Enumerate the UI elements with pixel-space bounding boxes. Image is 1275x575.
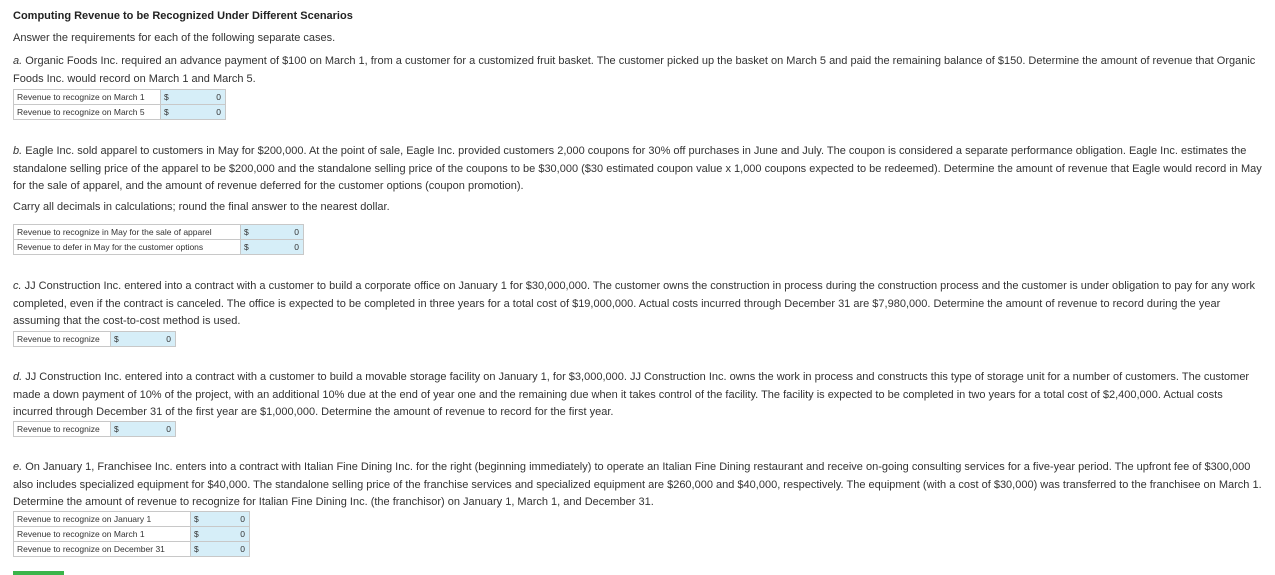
case-c-letter: c. [13,280,22,292]
table-row [14,332,176,347]
answer-label: Revenue to recognize [14,332,111,347]
case-e-letter: e. [13,461,23,473]
currency-symbol: $ [111,422,127,437]
case-a-text [13,53,1263,88]
case-c-description: JJ Construction Inc. entered into a contract with a customer to build a corporate office on January 1 for $30,000,000. The customer owns the construction in process during the construction process and the customer is under obligation to pay for any work completed, even if the contract is canceled. The office is expected to be completed in three years for a total cost of $19,000,000. Actual costs incurred through December 31 are $7,980,000. Determine the amount of revenue to record during the year assuming that the cost-to-cost method is used. [13,280,1256,327]
currency-symbol: $ [161,90,177,105]
answer-label: Revenue to recognize on March 1 [14,527,191,542]
answer-label: Revenue to recognize on January 1 [14,512,191,527]
case-a-march1-input[interactable]: 0 [176,90,226,105]
currency-symbol: $ [191,527,201,542]
table-row [14,105,226,120]
case-b-answer-table [13,224,304,255]
answer-label: Revenue to recognize on December 31 [14,542,191,557]
table-row [14,422,176,437]
case-a-answer-table [13,89,226,120]
case-d-revenue-input[interactable]: 0 [126,422,176,437]
case-b-description: Eagle Inc. sold apparel to customers in May for $200,000. At the point of sale, Eagle Inc. provided customers 2,000 coupons for 30% off purchases in June and July. The coupon is considered a separate performance obligation. Eagle Inc. estimates the standalone selling price of the apparel to be $200,000 and the standalone selling price of the coupons to be $30,000 ($30 estimated coupon value x 1,000 coupons expected to be redeemed). Determine the amount of revenue that Eagle would record in May for the sale of apparel, and the amount of revenue deferred for the customer options (coupon promotion). [13,145,1262,192]
table-row [14,527,250,542]
answer-label: Revenue to recognize on March 1 [14,90,161,105]
currency-symbol: $ [111,332,127,347]
answer-label: Revenue to defer in May for the customer options [14,240,241,255]
case-c-answer-table [13,331,176,347]
case-e-text [13,459,1263,512]
case-d-answer-table [13,421,176,437]
case-d-description: JJ Construction Inc. entered into a contract with a customer to build a movable storage facility on January 1, for $3,000,000. JJ Construction Inc. owns the work in process and constructs this type of storage unit for a number of customers. The customer made a down payment of 10% of the project, with an additional 10% due at the end of year one and the remaining due when it takes control of the facility. The facility is expected to be completed in two years for a total cost of $2,400,000. Actual costs incurred through December 31 of the first year are $1,000,000. Determine the amount of revenue to record for the first year. [13,371,1250,418]
green-progress-bar [13,571,64,575]
currency-symbol: $ [241,240,255,255]
answer-label: Revenue to recognize [14,422,111,437]
case-b-apparel-input[interactable]: 0 [254,225,304,240]
case-e-january1-input[interactable]: 0 [200,512,250,527]
table-row [14,512,250,527]
case-a-march5-input[interactable]: 0 [176,105,226,120]
rounding-note: Carry all decimals in calculations; round the final answer to the nearest dollar. [13,201,390,213]
table-row [14,542,250,557]
currency-symbol: $ [191,542,201,557]
table-row [14,90,226,105]
case-a-letter: a. [13,55,23,67]
case-e-description: On January 1, Franchisee Inc. enters into a contract with Italian Fine Dining Inc. for the right (beginning immediately) to operate an Italian Fine Dining restaurant and receive on-going consulting services for a five-year period. The upfront fee of $300,000 also includes specialized equipment for $40,000. The standalone selling price of the franchise services and specialized equipment are $260,000 and $40,000, respectively. The equipment (with a cost of $30,000) was transferred to the franchisee on March 1. Determine the amount of revenue to recognize for Italian Fine Dining Inc. (the franchisor) on January 1, March 1, and December 31. [13,461,1262,508]
instructions: Answer the requirements for each of the following separate cases. [13,32,336,44]
case-c-text [13,278,1263,331]
case-d-letter: d. [13,371,23,383]
answer-label: Revenue to recognize in May for the sale of apparel [14,225,241,240]
case-e-december31-input[interactable]: 0 [200,542,250,557]
table-row [14,240,304,255]
currency-symbol: $ [241,225,255,240]
case-b-deferred-input[interactable]: 0 [254,240,304,255]
case-e-march1-input[interactable]: 0 [200,527,250,542]
table-row [14,225,304,240]
case-c-revenue-input[interactable]: 0 [126,332,176,347]
currency-symbol: $ [191,512,201,527]
case-e-answer-table [13,511,250,557]
case-b-text [13,143,1263,196]
case-a-description: Organic Foods Inc. required an advance payment of $100 on March 1, from a customer for a customized fruit basket. The customer picked up the basket on March 5 and paid the remaining balance of $150. Determine the amount of revenue that Organic Foods Inc. would record on March 1 and March 5. [13,55,1256,85]
case-b-letter: b. [13,145,23,157]
currency-symbol: $ [161,105,177,120]
case-d-text [13,369,1263,422]
answer-label: Revenue to recognize on March 5 [14,105,161,120]
page-title: Computing Revenue to be Recognized Under Different Scenarios [13,10,353,22]
